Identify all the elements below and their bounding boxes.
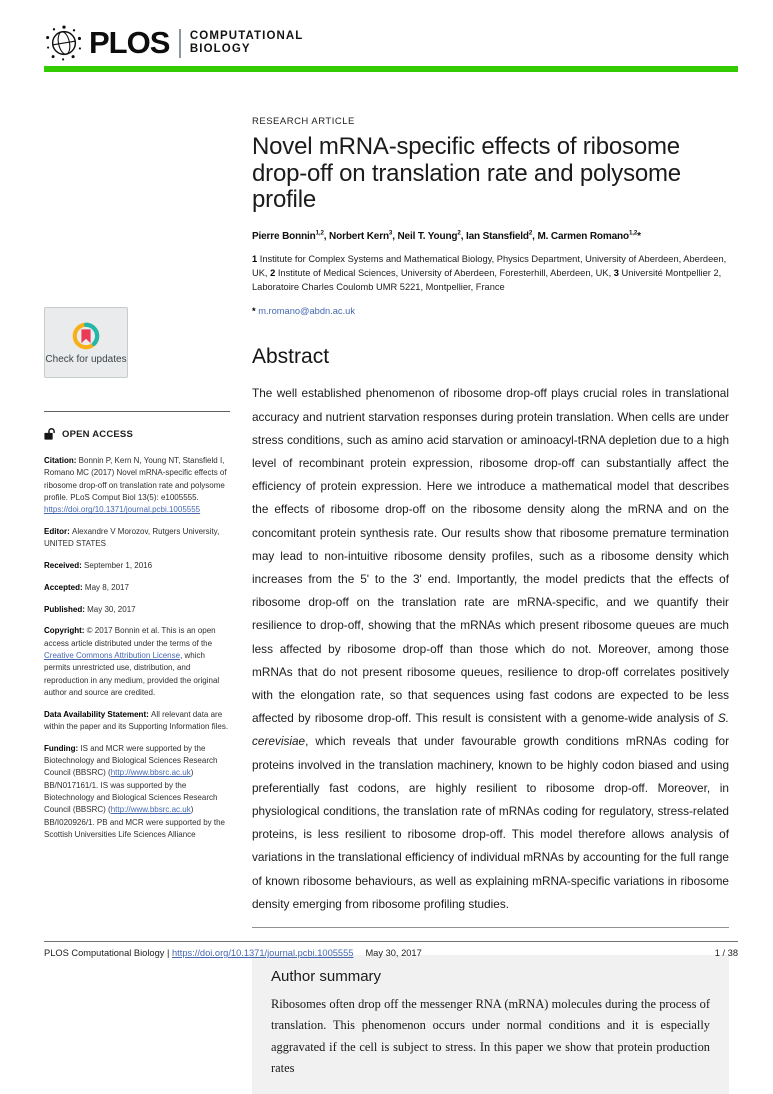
open-access-label: OPEN ACCESS — [62, 428, 134, 440]
text-segment: The well established phenomenon of ribosome drop-off plays crucial roles in translational accuracy and nutrient starvation responses during protein translation. When cells are under stress conditions, such as amino acid starvation or aminoacyl-tRNA depletion due to a high level of recombinant protein expression, ribosome drop-off can substantially affect the efficiency of protein expression. Here we introduce a mathematical model that describes the effects of ribosome drop-off on the ribosome density along the mRNA and on the concomitant protein synthesis rate. Our results show that ribosome premature termination may lead to non-intuitive ribosome density profiles, such as a ribosome density which increases from the 5' to the 3' end. Importantly, the model predicts that the effects of ribosome drop-off on the translation rate are mRNA-specific, and we quantify their resilience to drop-off, showing that the mRNAs which present ribosome queues are much less affected by ribosome drop-off than those which do not. Moreover, among those mRNAs that do not present ribosome queues, resilience to drop-off correlates positively with the elongation rate, so that sequences using fast codons are expected to be less affected by ribosome drop-off. This result is consistent with a genome-wide analysis of — [252, 386, 729, 726]
text-segment: ) BB/I020926/1. PB and MCR were supported by the Scottish Universities Life Sciences Alliance — [44, 805, 225, 839]
text-segment: Université Montpellier 2, Laboratoire Charles Coulomb UMR 5221, Montpellier, France — [252, 267, 722, 293]
text-segment: ) BB/N017161/1. IS was supported by the Biotechnology and Biological Sciences Research Council (BBSRC) ( — [44, 768, 218, 815]
text-segment: , — [392, 230, 398, 242]
text-segment: 2 — [457, 229, 461, 237]
footer-citation — [44, 948, 422, 958]
abstract-end-rule — [252, 927, 729, 928]
affiliations — [252, 252, 729, 295]
text-segment: All relevant data are within the paper and its Supporting Information files. — [44, 709, 229, 732]
author-summary-heading: Author summary — [271, 968, 382, 986]
text-segment: Institute for Complex Systems and Mathematical Biology, Physics Department, University of Aberdeen, Aberdeen, UK, — [252, 253, 727, 278]
sidebar-notes — [44, 455, 230, 841]
journal-name-line2: BIOLOGY — [189, 43, 251, 55]
author-list — [252, 231, 729, 242]
text-segment: S. cerevisiae — [252, 711, 729, 749]
open-access-row — [44, 427, 230, 441]
text-segment: 3 — [388, 229, 393, 237]
article-main — [252, 0, 729, 1094]
text-segment: Citation: — [44, 456, 79, 465]
text-segment: 1,2 — [628, 229, 638, 237]
abstract-text — [252, 382, 729, 916]
text-segment: 2 — [270, 267, 276, 278]
text-segment: * — [252, 306, 259, 317]
text-segment: Received: — [44, 561, 85, 571]
text-segment: 1 — [252, 253, 258, 264]
text-segment: Norbert Kern — [329, 230, 389, 242]
corresponding-email-link[interactable]: m.romano@abdn.ac.uk — [258, 306, 355, 317]
citation-doi-link[interactable]: https://doi.org/10.1371/journal.pcbi.1005555 — [44, 505, 201, 515]
text-segment: , — [532, 230, 538, 242]
text-segment: * — [637, 230, 641, 242]
abstract-heading: Abstract — [252, 345, 330, 369]
text-segment: 1,2 — [315, 229, 324, 237]
text-segment: Neil T. Young — [397, 230, 458, 242]
text-segment: , which permits unrestricted use, distribution, and reproduction in any medium, provided the original author and source are credited. — [44, 651, 220, 697]
open-access-lock-icon — [44, 427, 56, 441]
journal-name-line1: COMPUTATIONAL — [189, 30, 304, 42]
text-segment: Bonnin P, Kern N, Young NT, Stansfield I, Romano MC (2017) Novel mRNA-specific effects of ribosome drop-off on translation rate and polysome profile. PLoS Comput Biol 13(5): e1005555. — [44, 456, 227, 502]
copyright-note — [44, 625, 230, 699]
editor-note — [44, 526, 230, 551]
text-segment: Pierre Bonnin — [252, 230, 316, 242]
citation-note — [44, 455, 230, 516]
plos-wordmark: PLOS — [89, 25, 170, 60]
article-type-kicker: RESEARCH ARTICLE — [252, 116, 355, 127]
check-updates-icon — [71, 321, 101, 351]
author-summary-box — [252, 955, 729, 1094]
bbsrc-link-2[interactable]: http://www.bbsrc.ac.uk — [110, 805, 191, 815]
text-segment: Alexandre V Morozov, Rutgers University, UNITED STATES — [44, 526, 220, 549]
corresponding-author-line — [252, 306, 729, 316]
check-updates-label: Check for updates — [45, 353, 127, 365]
text-segment: Funding: — [44, 743, 81, 753]
footer-doi-link[interactable]: https://doi.org/10.1371/journal.pcbi.1005555 — [172, 948, 354, 958]
article-title: Novel mRNA-specific effects of ribosome drop-off on translation rate and polysome profile — [252, 133, 681, 213]
plos-globe-icon — [44, 23, 84, 63]
text-segment: Published: — [44, 604, 88, 614]
text-segment: May 30, 2017 — [87, 604, 136, 614]
page-number: 1 / 38 — [714, 948, 738, 958]
text-segment: May 30, 2017 — [365, 948, 422, 958]
text-segment: 2 — [528, 229, 533, 237]
check-for-updates-badge[interactable] — [44, 307, 128, 378]
text-segment: September 1, 2016 — [84, 561, 153, 571]
text-segment: PLOS Computational Biology | — [44, 948, 172, 958]
text-segment: 3 — [613, 267, 619, 278]
text-segment: M. Carmen Romano — [537, 230, 629, 242]
received-note — [44, 560, 230, 572]
bbsrc-link-1[interactable]: http://www.bbsrc.ac.uk — [110, 768, 191, 778]
data-availability-note — [44, 709, 230, 734]
text-segment: Accepted: — [44, 582, 85, 592]
text-segment: Data Availability Statement: — [44, 709, 151, 719]
sidebar-divider — [44, 411, 230, 412]
funding-note — [44, 743, 230, 841]
accepted-note — [44, 582, 230, 594]
text-segment: © 2017 Bonnin et al. This is an open access article distributed under the terms of the — [44, 626, 216, 648]
published-note — [44, 604, 230, 616]
sidebar — [44, 307, 230, 841]
text-segment: , which reveals that under favourable growth conditions mRNAs coding for proteins involved in the translation machinery, known to be highly codon biased and using preferentially fast codons, are highly resilient to ribosome drop-off. Moreover, in physiological conditions, the translation rate of mRNAs coding for regulatory, stress-related proteins, is less resilient to ribosome drop-off. This model therefore allows analysis of variations in the translational efficiency of individual mRNAs by accounting for the full range of known ribosome behaviours, as well as explaining mRNA-specific variations in ribosome density emerging from ribosome profiling studies. — [252, 734, 729, 911]
cc-license-link[interactable]: Creative Commons Attribution License — [44, 651, 181, 661]
text-segment: Editor: — [44, 526, 72, 536]
text-segment: IS and MCR were supported by the Biotechnology and Biological Sciences Research Council (BBSRC) ( — [44, 743, 218, 778]
text-segment: Copyright: — [44, 626, 87, 636]
page-footer — [44, 941, 738, 958]
text-segment: , — [323, 230, 330, 242]
logo-divider — [179, 29, 181, 58]
text-segment: , — [460, 230, 466, 242]
text-segment: Ian Stansfield — [465, 230, 529, 242]
text-segment: May 8, 2017 — [84, 582, 129, 592]
author-summary-text: Ribosomes often drop off the messenger RNA (mRNA) molecules during the process of translation. This phenomenon occurs under normal conditions and it is especially aggravated if the cell is subject to stress. In this paper we show that protein production rates — [271, 997, 710, 1076]
text-segment: Institute of Medical Sciences, University of Aberdeen, Foresterhill, Aberdeen, UK, — [275, 267, 614, 278]
